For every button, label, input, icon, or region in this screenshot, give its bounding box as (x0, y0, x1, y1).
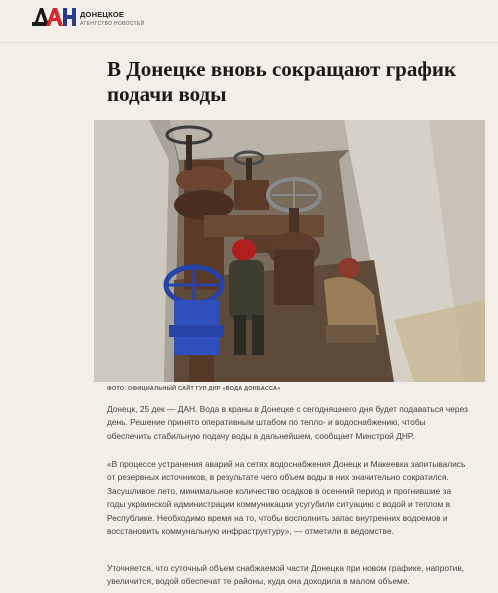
article-title (107, 57, 467, 107)
photo-caption: ФОТО: ОФИЦИАЛЬНЫЙ САЙТ ГУП ДНР «ВОДА ДОНБАССА» (107, 386, 281, 392)
logo-name-line2: АГЕНТСТВО НОВОСТЕЙ (80, 21, 145, 27)
logo-name-line1: ДОНЕЦКОЕ (80, 10, 125, 19)
article-title-line2: подачи воды (107, 82, 227, 106)
article-photo (94, 120, 485, 382)
article-paragraph-3: Уточняется, что суточный объем снабжаемой части Донецка при новом графике, напротив, увеличится, водой обеспечат те районы, куда она доходила в малом объеме. (107, 563, 465, 587)
dan-logo[interactable] (30, 6, 76, 30)
site-header (0, 0, 498, 43)
article-title-line1: В Донецке вновь сокращают график (107, 57, 457, 81)
article-paragraph-1: Донецк, 25 дек — ДАН. Вода в краны в Донецке с сегодняшнего дня будет подаваться через день. Решение принято оперативным штабом по тепло- и водоснабжению, чтобы обеспечить стабильную подачу воды в дальнейшем, сообщает Минстрой ДНР. (107, 404, 468, 441)
logo-text (80, 11, 144, 28)
article-paragraph-2: «В процессе устранения аварий на сетях водоснабжения Донецк и Макеевка запитывались от резервных источников, в результате чего объем воды в них значительно сократился. Засушливое лето, минимальное количество осадков в осенний период и прогнившие за годы украинской администрации коммуникации усугубили ситуацию с водой и теплом в Республике. Необходимо время на то, чтобы восполнить запас внутренних водоемов и восстановить коммунальную инфраструктуру», — отметили в ведомстве. (107, 459, 466, 537)
